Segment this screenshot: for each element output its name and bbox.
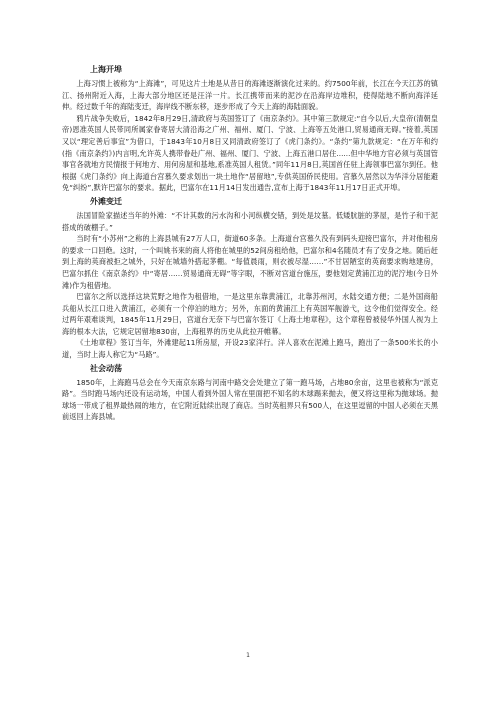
document-body bbox=[62, 64, 438, 423]
paragraph: 鸦片战争失败后，1842年8月29日,清政府与英国签订了《南京条约》。其中第三款规定:“自今以后,大皇帝(清朝皇帝)恩准英国人民带同所属家眷寄居大清沿海之广州、福州、厦门、宁波、上海等五处港口,贸易通商无碍。”接着,英国又以“理定善后事宜”为借口，于1843年10月8日又同清政府签订了《虎门条约》。“条约”第九款规定：“在万年和约(指《南京条约》)内言明,允许英人携带眷赴广州、福州、厦门、宁波、上海五港口居住......但中华地方官必须与英国管事官各就地方民情报于何地方、用何房屋和基地,系准英国人租赁。”同年11月8日,英国首任驻上海领事巴富尔到任。他根据《虎门条约》向上海道台宫慕久要求划出一块土地作“居留地”,专供英国侨民使用。宫慕久居然以为华洋分居能避免“纠纷”,默许巴富尔的要求。据此，巴富尔在11月14日发出通告,宣布上海于1843年11月17日正式开埠。 bbox=[62, 113, 438, 193]
section-social-turmoil bbox=[62, 363, 438, 423]
section-heading: 外滩变迁 bbox=[90, 196, 122, 206]
paragraph: 1850年，上海跑马总会在今天南京东路与河南中路交会处建立了第一跑马场，占地80余亩，这里也被称为“派克路”。当时跑马场内还设有运动场，中国人看到外国人常在里面把不知名的木球踢来抛去，便又将这里称为抛球场。抛球场一带成了租界最热闹的地方，在它附近陆续出现了商店。当时英租界只有500人，在这里逗留的中国人必须在天黑前返回上海县城。 bbox=[62, 377, 438, 422]
section-heading: 社会动荡 bbox=[90, 363, 122, 373]
page-number: 1 bbox=[246, 652, 250, 659]
section-heading: 上海开埠 bbox=[90, 65, 122, 74]
paragraph: 上海习惯上被称为“上海滩”，可见这片土地是从昔日的海滩逐渐演化过来的。约7500年前，长江在今天江苏的镇江、扬州附近入海，上海大部分地区还是汪洋一片。长江携带而来的泥沙在沿海岸边堆积，使得陆地不断向海洋延伸。经过数千年的海陆变迁，海岸线不断东移，逐步形成了今天上海的海陆面貌。 bbox=[62, 79, 438, 112]
section-bund-changes bbox=[62, 196, 438, 361]
paragraph: 《土地章程》签订当年，外滩建起11所房屋，开设23家洋行。洋人喜欢在泥滩上跑马，跑出了一条500米长的小道，当时上海人称它为“马路”。 bbox=[62, 338, 438, 360]
paragraph: 巴富尔之所以选择这块荒野之地作为租借地，一是这里东靠黄浦江，北靠苏州河，水陆交通方便；二是外国商船兵船从长江口进入黄浦江，必须有一个停泊的地方；另外，东面的黄浦江上有英国军舰游弋，这令他们觉得安全。经过两年艰难谈判，1845年11月29日，宫道台无奈下与巴富尔签订《上海土地章程》，这个章程曾被侵华外国人视为上海的根本大法，它规定居留地830亩，上海租界的历史从此拉开帷幕。 bbox=[62, 292, 438, 336]
paragraph: 法国冒险家描述当年的外滩：“不计其数的污水沟和小河纵横交错，到处是坟墓。低矮肮脏的茅屋，是竹子和干泥搭成的破棚子。” bbox=[62, 210, 438, 232]
paragraph: 当时有“小苏州”之称的上海县城有27万人口，街道60多条。上海道台宫慕久没有到码头迎接巴富尔，并对他租房的要求一口回绝。这时，一个叫姚书來的商人将他在城里的52间房租给他，巴富尔和4名随员才有了安身之地。随后赶到上海的英商被拒之城外，只好在城墙外搭起茅棚。“每值晨雨，则衣被尽湿……”不甘居陋室的英商要求购地建房，巴富尔抓住《南京条约》中“寄居……贸易通商无碍”等字眼，不断对宫道台施压，要他划定黄浦江边的泥泞地(今日外滩)作为租借地。 bbox=[62, 234, 438, 290]
section-shanghai-opening bbox=[62, 64, 438, 194]
